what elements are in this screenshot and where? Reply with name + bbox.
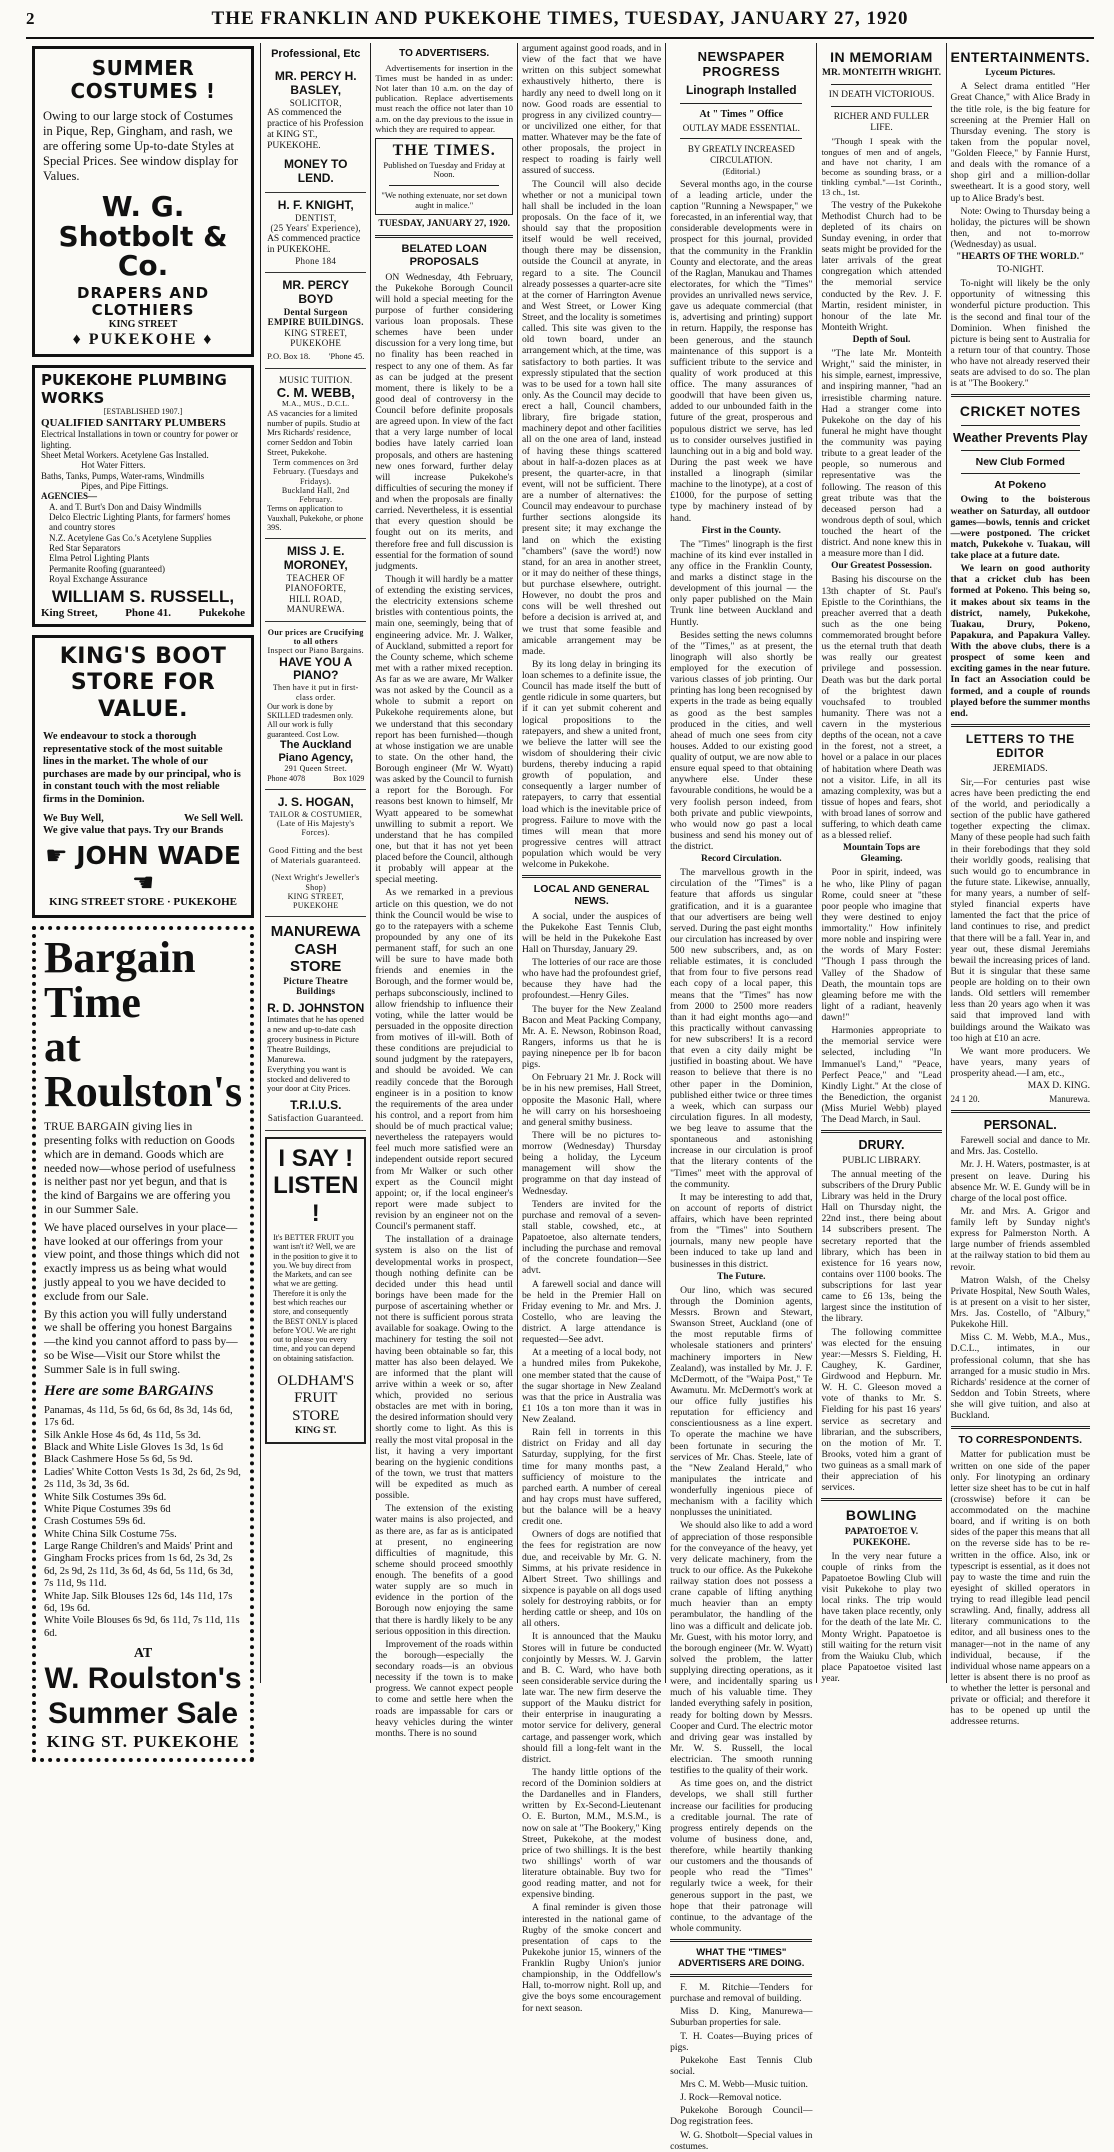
agency-item: Royal Exchange Assurance [49,574,148,585]
knight-body: AS commenced practice in PUKEKOHE. [267,233,360,255]
progress-paragraph: The marvellous growth in the circulation of the "Times" is a feature that affords us singular gratification, and it is a guarantee that our advertisers are being well served. During the past eight months our circulation has increased by over 500 new subscribers, and, as on reliable estimates, it is concluded that from four to five persons read each copy of a local paper, this means that the "Times" has now from 2000 to 2500 more readers than it had eight months ago—and this practically without canvassing for new subscribers! It is a record that even a city daily might be justified in boasting about. We have reason to believe that there is no other paper in the Dominion, published either twice or three times a week, which can surpass our circulation figures. In all modesty, we beg leave to assume that the spontaneous and astonishing increase in our circulation is proof that the literary contents of the "Times" meet with the approval of the community. [670,867,813,1190]
music-terms: Terms on application to Vauxhall, Pukekohe, or phone 39S. [267,504,364,532]
hogan-body: Good Fitting and the best of Materials guaranteed. [268,844,363,865]
drury-paragraph: The following committee was elected for the ensuing year:—Messrs S. Fielding, H. Caughey, K. Gardiner, Girdwood and Hepburn. Mr. W. H. C. Gleeson moved a vote of thanks to Mr. S. Fielding for his past 16 years' service as secretary and librarian, and the subscribers, on the motion of Mr. T. Brooks, voted him a grant of two guineas as a small mark of their appreciation of his services. [821,1326,942,1494]
bargain-item: White China Silk Costume 75s. [44,1528,177,1540]
oldham-title: OLDHAM'S FRUIT STORE [277,1372,355,1424]
plumbing-owner: WILLIAM S. RUSSELL, [51,587,235,607]
news-item: A social, under the auspices of the Pukekohe East Tennis Club, will be held in the Pukekohe East Hall on Thursday, January 29. [521,910,662,955]
music-hall: Buckland Hall, 2nd February. [281,485,350,505]
advertiser-item: Pukekohe Borough Council—Dog registration fees. [670,2105,813,2128]
times-motto: "We nothing extenuate, nor set down aught in malice." [381,190,507,211]
bargain-item: White Voile Blouses 6s 9d, 6s 11d, 7s 11d, 11s 6d. [44,1615,240,1639]
advertisers-heading: TO ADVERTISERS. [399,48,490,59]
bargain-item: White Pique Costumes 39s 6d [44,1503,171,1515]
personal-item: Matron Walsh, of the Chelsy Private Hospital, New South Wales, is at present on a visit to her sister, Mrs. Jas. Costello, of "Albury," Pukekohe Hill. [950,1274,1090,1331]
progress-paragraph: We should also like to add a word of appreciation of those responsible for the conveyance of the heavy, yet very delicate machinery, from the truck to our office. As the Pukekohe railway station does not possess a crane capable of lifting anything much heavier than an empty perambulator, the handling of the lino was a difficult and delicate job. Mr. Guest, with his motor lorry, and the borough engineer (Mr. W. Wyatt) solved the problem, the latter supplying directing operations, as it were, and incidentally sparing us much of his valuable time. They landed everything safely in position, ready for bolting down by Messrs. Cooper and Curd. The electric motor and driving gear was installed by Mr. W. S. Russell, the local electrician. The smooth running testifies to the quality of their work. [670,1520,813,1777]
hogan-card [265,790,366,917]
article-paragraph: As we remarked in a previous article on this question, we do not think the Council would be wise to go to the ratepayers with a scheme propounded by any one of its permanent staff, for such an one will be sure to have made both friends and enemies in the Borough, and the former would be, perhaps subconsciously, inclined to allow friendship to influence their voting, while the latter would be persuaded in the opposite direction from motives of ill-will. Both of these conditions are prejudicial to sound judgment by the ratepayers, and should be avoided. We can readily concede that the Borough engineer is in a position to know the requirements of the area under his control, and a report from him should be of much practical value; nevertheless the ratepayers would feel much more satisfied were an independent outside report secured from Mr Walker or such other expert as the Council might appoint; or, if the local engineer's report were made subject to revision by an engineer not on the Council's permanent staff. [375,887,513,1233]
shotbolt-ad [32,46,254,357]
boot-address: KING STREET STORE · PUKEKOHE [49,895,237,908]
progress-head3: At " Times " Office [699,109,784,121]
professional-header: Professional, Etc [271,48,361,60]
basley-role: SOLICITOR, [289,97,342,108]
newspaper-title: THE FRANKLIN AND PUKEKOHE TIMES, TUESDAY, JANUARY 27, 1920 [211,8,909,29]
progress-paragraph: Besides setting the news columns of the "Times," as at present, the linograph will also shortly be employed for the execution of various classes of job printing. Our printing has long been recognised by experts in the trade as being equally as good as the best samples produced in the cities, and well ahead of much one sees from city houses. Added to our existing good quality of output, we are now able to ensure equal speed to that obtaining anywhere else. Under these favourable conditions, he would be a very foolish person indeed, from both private and public viewpoints, who would now go past a local business and send his money out of the district. [670,629,813,853]
music-card [265,369,366,540]
progress-column [666,43,817,2152]
fruit-ad [265,1137,366,1445]
advertiser-item: F. M. Ritchie—Tenders for purchase and removal of building. [670,1982,813,2005]
basley-body: AS commenced the practice of his Profession at KING ST., PUKEKOHE. [267,108,364,152]
news-item: A final reminder is given those interested in the national game of Rugby of the smoke concert and presentation of caps to the Pukekohe junior 15, winners of the Franklin Rugby Union's junior championship, in the Oddfellow's Hall, to-morrow night. Roll up, and give the boys some encouragement for next season. [521,1902,662,2014]
roulston-at: AT [133,1646,153,1661]
hearts-sub: TO-NIGHT. [996,265,1044,276]
diamond-icon: ♦ [72,330,89,348]
bargain-item: Large Range Children's and Maids' Print and Gingham Frocks prices from 1s 6d, 2s 3d, 2s 6d, 2s 9d, 2s 11d, 3s 6d, 4s 6d, 5s 11d, 6s 3d, 7s 11d, 9s 11d. [44,1541,234,1590]
progress-paragraph: As time goes on, and the district develops, we shall still further increase our facilities for producing a creditable journal. The rate of progress entirely depends on the volume of business done, and, therefore, while heartily thanking our customers and the thousands of people who read the "Times" regularly twice a week, for their generous support in the past, we hope that their patronage will continue, to the advantage of the whole community. [670,1778,813,1934]
advertisers-body: Advertisements for insertion in the Times must be handed in as under: Not later than 10 a.m. on the day of publication. Replace advertisements must reach the office not later than 10 a.m. on the day previous to the issue in which they are required to appear. [375,62,513,134]
say-body: It's BETTER FRUIT you want isn't it? Well, we are in the position to give it to you. We buy direct from the Markets, and can see what we are getting. Therefore it is only the best which reaches our store, and consequently the BEST ONLY is placed before YOU. We are right out to please you every time, and you can depend on obtaining satisfaction. [273,1233,358,1363]
news-item: Owners of dogs are notified that the fees for registration are now due, and receivable by Mr. G. N. Simms, at his private residence in Albert Street. Two shillings and sixpence is payable on all dogs used solely for destroying rabbits, or for herding cattle or sheep, and 10s on all others. [521,1529,662,1630]
music-name: C. M. WEBB, [276,384,355,400]
bowling-heading: BOWLING [845,1507,918,1524]
knight-role: DENTIST, [294,212,337,223]
article-paragraph: The extension of the existing water mains is also projected, and as there are, as far as is anticipated at present, no engineering difficulties of magnitude, this scheme should proceed smoothly enough. The benefits of a good water supply are so much in evidence in the portion of the Borough now enjoying the same that there is hardly likely to be any serious opposition in this direction. [375,1503,513,1637]
boyd-building: EMPIRE BUILDINGS. [267,317,364,328]
progress-paragraph: It may be interesting to add that, on account of reports of district affairs, which have been reprinted from the "Times" into Southern journals, many new people have been induced to take up land and businesses in this district. [670,1191,813,1270]
plumbing-lines [41,429,245,584]
shotbolt-title: SUMMER COSTUMES ! [70,56,216,104]
boot-sell: We Sell Well. [184,812,244,824]
shotbolt-town: PUKEKOHE [88,330,198,348]
memoriam-paragraph: "The late Mr. Monteith Wright," said the minister, in his simple, earnest, impressive, and inspiring manner, "had an irresistible charming nature. Had a stranger come into Pukekohe on the day of his funeral he might have thought the community was paying tribute to a great leader of the people, so numerous and representative was the following. The reason of this great tribute was that the deceased person had a wondrous depth of soul, which touched the heart of the district. And none knew this in a measure more than I did. [821,348,942,560]
personal-item: Farewell social and dance to Mr. and Mrs. Jas. Costello. [950,1135,1090,1158]
boyd-card [265,273,366,368]
cash-title: MANUREWA CASH STORE [270,923,361,976]
news-item: At a meeting of a local body, not a hundred miles from Pukekohe, one member stated that the cause of the sugar shortage in New Zealand was that the price in Australia was £1 10s a ton more than it was in New Zealand. [521,1347,662,1426]
oldham-street: KING ST. [295,1425,337,1436]
moroney-role: TEACHER OF PIANOFORTE, [285,572,347,594]
boot-owner: JOHN WADE [76,841,241,871]
piano-ad [265,622,366,790]
agency-item: Red Star Separators [49,543,121,554]
shotbolt-street: KING STREET [108,319,178,331]
hand-pointer-icon: ☚ [131,867,155,897]
music-heading: MUSIC TUITION. [278,374,353,385]
news-column [518,43,666,2014]
plumbing-street: King Street, [41,607,98,620]
roulston-location: KING ST. PUKEKOHE [46,1731,240,1751]
letter-paragraph: We want more producers. We have years, many years of prosperity ahead.—I am, etc., [950,1045,1090,1080]
entertainments-heading: ENTERTAINMENTS. [950,49,1090,65]
ads-column [26,43,261,1751]
times-box [375,138,513,215]
advertiser-item: T. H. Coates—Buying prices of pigs. [670,2030,813,2053]
news-item: On February 21 Mr. J. Rock will be in his new premises, Hall Street, opposite the Masonic Hall, where he will carry on his horseshoeing and general smithy business. [521,1072,662,1128]
plumbing-tagline: QUALIFIED SANITARY PLUMBERS [41,416,226,429]
local-news-heading: LOCAL AND GENERAL NEWS. [533,883,650,908]
advertiser-item: Miss D. King, Manurewa—Suburban properties for sale. [670,2006,813,2029]
cricket-sub3: At Pokeno [994,479,1047,492]
news-item: It is announced that the Mauku Stores will in future be conducted conjointly by Messrs. W. J. Garvin and B. C. Ward, who have both seen considerable service during the late war. The new firm deserve the support of the Mauku district for their enterprise in inaugurating a motor service for delivery, general cartage, and passenger work, which should fill a long-felt want in the district. [521,1631,662,1765]
memoriam-paragraph: The vestry of the Pukekohe Methodist Church had to be depleted of its chairs on Sunday evening, in order that seats might be provided for the later arrivals of the great congregation which attended the memorial service conducted by the Rev. J. F. Martin, resident minister, in honour of the late Mr. Monteith Wright. [821,199,942,333]
personal-item: Mr. J. H. Waters, postmaster, is at present on leave. During his absence Mr. W. E. Gundy will be in charge of the local post office. [950,1159,1090,1204]
times-publication: Published on Tuesday and Friday at Noon. [383,159,505,180]
bargain-item: White Jap. Silk Blouses 12s 6d, 14s 11d, 17s 6d, 19s 6d. [44,1590,233,1614]
memoriam-paragraph: Poor in spirit, indeed, was he who, like Pliny of pagan Rome, could sneer at "these poor people who imagine that they were destined to enjoy immortality." How infinitely more noble and inspiring were the words of Mary Foster: "Though I pass through the Valley of the Shadow of Death, the mountain tops are gleaming before me with the light of a radiant, heavenly dawn!" [821,867,942,1024]
roulston-para3: By this action you will fully understand we shall be offering you honest Bargains—the kind you cannot afford to pass by—so be Wise—Visit our Store whilst the Summer Sale is in full swing. [44,1308,238,1376]
piano-head: HAVE YOU A PIANO? [279,654,353,683]
progress-editorial: (Editorial.) [722,165,761,176]
memoriam-column [817,43,946,1683]
plumbing-line: Sheet Metal Workers. Acetylene Gas Installed. [41,449,209,460]
hogan-next: (Next Wright's Jeweller's Shop) [271,873,360,892]
progress-paragraph: The "Times" linograph is the first machine of its kind ever installed in any office in the Franklin County, and marks a distinct stage in the development of this journal — the only paper published on the Main Trunk line between Auckland and Huntly. [670,538,813,628]
bargain-item: Ladies' White Cotton Vests 1s 3d, 2s 6d, 2s 9d, 2s 11d, 3s 3d, 3s 6d. [44,1466,241,1491]
piano-line2: Inspect our Piano Bargains. [267,646,364,656]
bowling-sub: PAPATOETOE V. PUKEKOHE. [844,1526,919,1548]
cash-sat: Satisfaction Guaranteed. [267,1113,364,1124]
boot-body: We endeavour to stock a thorough representative stock of the most suitable lines in the market. The whole of our purchases are made by our principal, who is in constant touch with the most reliable firms in the Dominion. [43,731,241,806]
bargain-item: Black and White Lisle Gloves 1s 3d, 1s 6d [44,1442,224,1453]
memoriam-sub2: RICHER AND FULLER LIFE. [833,112,930,134]
hand-pointer-icon: ☛ [45,841,77,871]
progress-paragraph: Our lino, which was secured through the Dominion agents, Messrs. Brown and Stewart, Swanson Street, Auckland (one of the most reputable firms of wholesale stationers and printers' machinery importers in New Zealand), was installed by Mr. J. F. McDermott, of the "Waipa Post," Te Awamutu. Mr. McDermott's work at our office fully justifies his reputation for efficiency and conscientiousness as a line expert. To operate the machine we have been fortunate in securing the services of Mr. Chas. Steele, late of the "New Zealand Herald," who manipulates the intricate and wonderfully ingenious piece of mechanism with a facility which nonplusses the uninitiated. [670,1284,813,1519]
lyceum-heading: Lyceum Pictures. [985,68,1056,79]
agency-item: Elma Petrol Lighting Plants [49,553,150,564]
cash-body2: Everything you want is stocked and delivered to your door at City Prices. [267,1063,351,1094]
news-item: The lotteries of our race are those who have had the profoundest grief, because they have had the profoundest.—Henry Giles. [521,957,662,1002]
advertisers-doing-heading: WHAT THE "TIMES" ADVERTISERS ARE DOING. [678,1947,805,1970]
agencies-label: AGENCIES— [41,491,98,502]
article-paragraph: argument against good roads, and in view of the fact that we have written on this subject somewhat exhaustively hitherto, there is hardly any need to dwell long on it now. Good roads are essential to progress in any civilized country—or uncivilized one either, for that matter. Whatever may be the fate of other proposals, the project in respect to roading is fairly well assured of success. [521,43,662,177]
advertiser-item: J. Rock—Removal notice. [680,2092,782,2104]
letter-signature: MAX D. KING. [1027,1081,1090,1092]
article-paragraph: The Council will also decide whether or not a municipal town hall shall be included in the loan proposals. On the face of it, we should say that the proposition itself would be well received, though there may be dissension, outside the Council at anyrate, in regard to a site. The Council already possesses a quarter-acre site at the corner of Harrington Avenue and West Street, or Lower King Street, and the locality is sometimes called. This site was given to the old town board, under an arrangement which, at the time, was satisfactory to both parties. It was expressly stipulated that the section was to be used for a town hall site only. As the Council may decide to erect a hall, Council chambers, library, fire brigade station, machinery depot and other facilities all on the one area of land, instead of having these things scattered about in half-a-dozen places as at present, the quarter-acre, in that event, will not be sufficient. There are a number of alternatives: the Council may endeavour to purchase further sections alongside its present site; it may exchange the land on which the existing "chambers" (save the word!) now stand, for an area in another street, or it may do neither of these things, but purchase elsewhere, outright. However, no doubt the pros and cons will be well threshed out before a decision is arrived at, and we trust that some feasible and amicable arrangement may be made. [521,178,662,657]
knight-phone: Phone 184 [295,255,337,266]
plumbing-line: Pipes, and Pipe Fittings. [81,480,169,491]
knight-card [265,193,366,273]
cash-trius: T.R.I.U.S. [290,1098,342,1113]
hearts-heading: "HEARTS OF THE WORLD." [956,252,1085,263]
dateline: TUESDAY, JANUARY 27, 1920. [378,219,510,229]
article-paragraph: The installation of a drainage system is also on the list of developmental works in prospect, though nothing definite can be decided under this head until borings have been made for the purpose of ascertaining whether or not there is sufficient porous strata available for soakage. Owing to the machinery for testing the soil not having been obtainable so far, this matter has also been delayed. We are informed that the plant will arrive within a week or so, after which, provided no serious obstacles are met with in boring, the desired information should very shortly come to light. As this is really the most vital proposal in the list, it having a very important bearing on the hygienic conditions of the town, we trust that matters will be expedited as much as possible. [375,1234,513,1502]
personal-item: Miss C. M. Webb, M.A., Mus., D.C.L., intimates, in our professional column, that she has arranged for a music studio in Mrs. Richards' residence at the corner of Seddon and Tobin Streets, where she will give tuition, and also at Buckland. [950,1332,1090,1422]
shotbolt-body: Owing to our large stock of Costumes in Pique, Rep, Gingham, and rash, we are offering some Up-to-date Styles at Special Prices. See window display for Values. [43,109,239,184]
boyd-box: P.O. Box 18. [267,350,311,361]
knight-exp: (25 Years' Experience), [270,223,361,234]
basley-money: MONEY TO LEND. [283,157,348,185]
news-item: The handy little options of the record of the Dominion soldiers at the Dardanelles and in Flanders, written by Ex-Second-Lieutenant O. E. Burton, M.M., M.S.M., is now on sale at "The Bookery," King Street, Pukekohe, at the modest price of two shillings. It is the best two shillings' worth of war literature obtainable. Buy two for good reading matter, and not for expensive binding. [521,1766,662,1901]
article-paragraph: Improvement of the roads within the borough—especially the secondary roads—is an obvious necessity if the town is to make progress. We cannot expect people to come and settle here when the roads are impassable for cars or heavy vehicles during the winter months. There is no sound [375,1638,513,1739]
plumbing-established: [ESTABLISHED 1907.] [103,407,183,417]
news-item: Rain fell in torrents in this district on Friday and all day Saturday, supplying, for the first time for many months past, a sufficiency of moisture to the parched earth. A number of cereal and hay crops must have suffered, but the balance will be a heavy credit one. [521,1427,662,1528]
progress-paragraph: Several months ago, in the course of a leading article, under the caption "Running a Newspaper," we forecasted, in an inferential way, that considerable developments were in prospect for this journal, provided that the community in the Franklin County and electorate, and the areas of the Raglan, Manukau and Thames electorates, for which the "Times" provides an unrivalled news service, gave us adequate commercial (that is, advertising and printing) support in return. Happily, the response has been generous, and the staunch maintenance of this support is a sufficient tribute to the service and quality of work produced at this office. The many assurances of goodwill that have been given us, added to our unbounded faith in the future of the great, prosperous and populous district we serve, has led us to consider ourselves justified in launching out in a big and bold way. During the past week we have installed a linograph (similar machine to the linotype), at a cost of £1000, for the purpose of setting type by machinery instead of by hand. [670,178,813,524]
piano-line4: Our work is done by SKILLED tradesmen only. All our work is fully guaranteed. Cost Low. [267,701,353,739]
agency-item: N.Z. Acetylene Gas Co.'s Acetylene Supplies [49,532,212,543]
moroney-card [265,539,366,622]
music-term: Term commences on 3rd February. (Tuesdays and Fridays). [272,458,359,486]
music-quals: M.A., MUS., D.C.L. [281,399,350,409]
knight-name: H. F. KNIGHT, [277,197,354,212]
article-paragraph: ON Wednesday, 4th February, the Pukekohe Borough Council will hold a special meeting for the purpose of further considering various loan proposals. These schemes have been under discussion for a very long time, but no finality has been reached in respect to any one of them. As far as can be judged at the present moment, there is likely to be a good deal of controversy in the Council before definite proposals are agreed upon. In view of the fact that a very large number of local bodies have lately carried loan proposals, and others are hastening new ones forward, further delay will increase Pukekohe's difficulties of securing the money if and when the proposals are finally carried. Nevertheless, it is essential that every question should be fought out on its merits, and therefore free and full discussion is essential for the formation of sound judgments. [375,271,513,572]
correspondents-heading: TO CORRESPONDENTS. [958,1434,1083,1447]
bargain-item: Panamas, 4s 11d, 5s 6d, 6s 6d, 8s 3d, 14s 6d, 17s 6d. [44,1404,233,1429]
article-paragraph: Though it will hardly be a matter of extending the existing services, the electricity extensions scheme bristles with contentious points, the main one, seemingly, being that of engineering advice. Mr. J. Walker, of Auckland, submitted a report for the County scheme, which scheme met with a rather mixed reception. As far as we are aware, Mr Walker was not asked by the Council as a whole to submit a report on Pukekohe requirements alone, but we understand that this secondary report has been furnished—though at whose instigation we are unable to state. On the other hand, the Borough engineer (Mr W. Wyatt) was asked by the Council to furnish a report for the Borough. For reasons best known to himself, Mr Wyatt appeared to be somewhat unwilling to submit a report. We understand that he has compiled one, but that it has not yet been placed before the Council, although it probably will appear at the special meeting. [375,573,513,886]
hogan-address: KING STREET, PUKEKOHE [287,891,344,911]
correspondents-paragraph: Matter for publication must be written on one side of the paper only. For linotyping an ordinary letter size sheet has to be cut in half (crosswise) before it can be accommodated on the machine board, and if writing is on both sides of the paper this means that all on the reverse side has to be re-written in the office. Also, ink or typescript is essential, as it does not pay to waste the time and ruin the eyesight of skilled operators in trying to read illegible lead pencil scrawling. And, finally, address all literary communications to the editor, and all business ones to the manager—not in the name of any individual, because, if the individual whose name appears on a letter is absent there is no proof as to whether the letter is personal and private or official; and therefore it has to be opened up until the addressee returns. [950,1449,1090,1728]
cricket-paragraph: Owing to the boisterous weather on Saturday, all outdoor games—bowls, tennis and cricket—were postponed. The cricket match, Pukekohe v. Tuakau, will take place at a future date. [950,494,1090,562]
progress-sub2: Record Circulation. [701,854,782,865]
cricket-sub: Weather Prevents Play [952,430,1088,445]
progress-sub3: The Future. [717,1271,766,1282]
drury-sub: PUBLIC LIBRARY. [842,1155,921,1166]
bargain-list [44,1405,242,1640]
boyd-phone: 'Phone 45. [328,350,365,361]
drury-paragraph: The annual meeting of the subscribers of the Drury Public Library was held in the Drury Hall on Thursday night, the 22nd inst., there being about 14 subscribers present. The secretary reported that the library, which has been in existence for 16 years now, contains over 1100 books. The subscriptions for last year came to £6 13s, being the largest since the institution of the library. [821,1168,942,1325]
bargains-heading: Here are some BARGAINS [44,1383,214,1400]
personal-heading: PERSONAL. [983,1117,1057,1132]
hogan-name: J. S. HOGAN, [277,794,354,809]
bargain-item: White Silk Costumes 39s 6d. [44,1491,167,1503]
piano-phone: Phone 4078 [267,773,306,783]
roulston-para1: TRUE BARGAIN giving lies in presenting folks with reduction on Goods which are in demand. Goods which are needed now—whose period of usefulness is neither past nor yet begun, and that is the kind of Bargains we are offering you in our Summer Sale. [44,1121,236,1216]
piano-company: The Auckland Piano Agency, [278,738,354,764]
bargain-item: Silk Ankle Hose 4s 6d, 4s 11d, 5s 3d. [44,1429,201,1441]
piano-street: 291 Queen Street. [284,764,348,774]
letter-date: 24 1 20. [950,1094,980,1105]
hogan-late: (Late of His Majesty's Forces). [276,819,355,838]
boyd-name: MR. PERCY BOYD [282,278,350,307]
bowling-paragraph: In the very near future a couple of rinks from the Papatoetoe Bowling Club will visit Pukekohe to play two local rinks. The trip would have taken place recently, only for the death of the late Mr. C. Monty Wright. Papatoetoe is still waiting for the return visit from the Waiuku Club, which place Papatoetoe visited last year. [821,1550,942,1685]
letter-paragraph: Sir,—For centuries past wise acres have been predicting the end of the world, and periodically a section of the public have gathered together expecting the climax. Many of these people had such faith in their forebodings that they sold their worldly goods, realising that such would go to encumbrance in the future state. Likewise, annually, for many years, a number of self-styled financial experts have lamented the fact that the price of land continues to rise, and predict that there will be a fall. Year in, and year out, these dismal Jeremiahs bewail the increasing prices of land. But it is singular that these same people are holding on to their own lands. Old settlers will remember less than 20 years ago when it was said that improved land with buildings around the Waikato was too high at £10 an acre. [950,776,1090,1044]
page-number: 2 [26,9,35,28]
progress-heading: NEWSPAPER PROGRESS [697,49,785,80]
memoriam-name: MR. MONTEITH WRIGHT. [822,68,941,79]
roulston-para2: We have placed ourselves in your place—have looked at our offerings from your view point, and those things which did not exactly impress us as being what would justly appeal to you we have decided to exclude from our Sale. [44,1221,240,1303]
plumbing-line: Electrical Installations in town or country for power or lighting. [41,429,238,450]
boyd-role: Dental Surgeon [283,306,348,317]
memoriam-sub-possession: Our Greatest Possession. [831,561,932,572]
roulston-ad [32,926,254,1762]
hearts-paragraph: To-night will likely be the only opportunity of witnessing this wonderful picture production. This is the second and final tour of the Dominion. When finished the picture is being sent to Australia for a return tour of that country. Those who have not already reserved their seats are advised to do so. The plan is at "The Bookery." [950,278,1090,390]
hogan-role: TAILOR & COSTUMIER, [269,809,363,819]
boot-store-ad [32,635,254,918]
memoriam-sub-mountain: Mountain Tops are Gleaming. [843,843,920,865]
masthead [26,8,1094,39]
article-paragraph: By its long delay in bringing its loan schemes to a definite issue, the Council has made itself the butt of gentle ridicule in some quarters, but if it can yet submit coherent and logical propositions to the ratepayers, and shew a united front, we believe the latter will see the wisdom of shouldering their civic burdens, thereby inducing a rapid growth of population, and consequently a larger number of ratepayers, to carry that essential load which is the inevitable price of progress. Failure to move with the times will mean that more progressive centres will attract population which would be very welcome in Pukekohe. [521,658,662,871]
progress-head5: BY GREATLY INCREASED CIRCULATION. [687,144,795,165]
plumbing-line: Hot Water Fitters. [81,460,146,471]
letters-sub: JEREMIADS. [992,763,1048,774]
basley-name: MR. PERCY H. BASLEY, [274,68,357,97]
loan-article-heading: BELATED LOAN PROPOSALS [401,243,487,268]
moroney-address: HILL ROAD, MANUREWA. [286,593,345,615]
news-item: There will be no pictures to-morrow (Wednesday) Thursday being a holiday, the Lyceum management will show the programme on that day instead of Wednesday. [521,1129,662,1197]
piano-line3: Then have it put in first-class order. [272,683,359,702]
piano-line1: Our prices are Crucifying to all others [267,627,364,646]
cricket-heading: CRICKET NOTES [959,403,1081,420]
boot-closing: We give value that pays. Try our Brands [43,824,224,836]
cash-store-ad [265,917,366,1130]
memoriam-heading: IN MEMORIAM [830,49,933,65]
memoriam-quote: "Though I speak with the tongues of men and of angels, and have not charity, I am become as sounding brass, or a tinkling cymbal."—1st Corinth., 13 ch., 1st. [821,136,942,198]
agency-item: Permanite Roofing (guaranteed) [49,563,165,574]
shotbolt-name: W. G. Shotbolt & Co. [58,190,228,283]
shotbolt-trade: DRAPERS AND CLOTHIERS [77,283,210,319]
memoriam-paragraph: Harmonies appropriate to the memorial service were selected, including "In Immanuel's Land," "Peace, Perfect Peace," and "Lead Kindly Light." At the close of the Benediction, the organist (Miss Muriel Webb) played The Dead March, in Saul. [821,1025,942,1126]
entertainment-column [947,43,1094,1728]
entertainment-paragraph: Note: Owing to Thursday being a holiday, the pictures will be shown then, and not to-morrow (Wednesday) as usual. [950,205,1090,250]
cricket-paragraph: We learn on good authority that a cricket club has been formed at Pokeno. This being so, it makes about six teams in the district, namely, Pukekohe, Tuakau, Drury, Pokeno, Papakura, and Papakura Valley. With the above clubs, there is a prospect of some keen and exciting games in the near future. In fact an Association could be formed, and a couple of rounds played before the summer months end. [950,563,1090,719]
plumbing-town: Pukekohe [198,607,246,620]
boot-buy: We Buy Well, [43,812,104,824]
boot-title: KING'S BOOT STORE FOR VALUE. [59,643,227,722]
bargain-item: Crash Costumes 59s 6d. [44,1516,146,1528]
progress-sub1: First in the County. [701,525,781,536]
entertainment-paragraph: A Select drama entitled "Her Great Chance," with Alice Brady in the title role, is the big feature for screening at the Premier Hall on Thursday evening. The story is taken from the popular novel, "Golden Fleece," by Fannie Hurst, and deals with the romance of a shop girl and a million-dollar sweetheart. It is a good story, well up to Alice Brady's best. [950,81,1090,204]
personal-item: Mr. and Mrs. A. Grigor and family left by Sunday night's express for Palmerston North. A large number of friends assembled at the railway station to bid them au revoir. [950,1205,1090,1273]
agency-item: A. and T. Burt's Don and Daisy Windmills [49,501,202,512]
news-item: A farewell social and dance will be held in the Premier Hall on Friday evening to Mr. and Mrs. J. Costello, who are leaving the district. A large attendance is requested—See advt. [521,1278,662,1346]
agency-item: Delco Electric Lighting Plants, for farmers' homes and country stores [49,512,231,533]
say-line2: LISTEN ! [273,1172,359,1228]
letters-heading: LETTERS TO THE EDITOR [965,731,1075,760]
advertiser-item: Pukekohe East Tennis Club social. [670,2054,813,2077]
plumbing-phone: Phone 41. [125,607,172,620]
times-title: THE TIMES. [392,142,496,160]
news-item: The buyer for the New Zealand Bacon and Meat Packing Company, Mr. A. E. Newson, Robinson Road, Rangers, informs us that he is paying ninepence per lb for bacon pigs. [521,1003,662,1071]
music-body: AS vacancies for a limited number of pupils. Studio at Mrs Richards' residence, corner Seddon and Tobin Street, Pukekohe. [267,407,360,458]
moroney-name: MISS J. E. MORONEY, [283,544,348,573]
cash-sub: Picture Theatre Buildings [283,975,349,997]
bargain-item: Black Cashmere Hose 5s 6d, 5s 9d. [44,1454,193,1466]
roulston-sale2: Summer Sale [47,1697,239,1731]
diamond-icon: ♦ [203,330,214,348]
professional-column [261,43,371,1683]
editorial-column [371,43,518,1739]
plumbing-ad [32,365,254,626]
plumbing-line: Baths, Tanks, Pumps, Water-rams, Windmills [41,470,205,481]
advertiser-item: W. G. Shotbolt—Special values in costumes. [670,2129,813,2152]
roulston-headline1: Bargain Time [44,932,196,1027]
boyd-address: KING STREET, PUKEKOHE [284,327,348,349]
advertiser-item: Mrs C. M. Webb—Music tuition. [680,2079,808,2091]
memoriam-sub-depth: Depth of Soul. [852,335,911,346]
drury-heading: DRURY. [858,1138,905,1153]
cash-body: Intimates that he has opened a new and up-to-date cash grocery business in Picture Theatre Buildings, Manurewa. [267,1014,364,1064]
progress-subheading: Linograph Installed [685,83,797,98]
cash-name: R. D. JOHNSTON [267,1000,365,1015]
news-item: Tenders are invited for the purchase and removal of a seven-stall stable, cowshed, etc., at Papatoetoe, also alternate tenders, including the purchase and removal of the concrete foundation—See advt. [521,1198,662,1277]
say-line1: I SAY ! [278,1144,354,1172]
roulston-headline2: at Roulston's [44,1022,243,1117]
memoriam-sub: IN DEATH VICTORIOUS. [828,90,935,101]
roulston-sale1: W. Roulston's [44,1662,242,1696]
plumbing-title: PUKEKOHE PLUMBING WORKS [41,371,227,407]
piano-box: Box 1029 [333,773,365,783]
basley-card [265,64,366,193]
memoriam-paragraph: Basing his discourse on the 13th chapter of St. Paul's Epistle to the Corinthians, the preacher averred that a death such as the one being commemorated brought before us the eternal truth that death was really our greatest privilege and possession. Death was but the dark portal of the brightest dawn vouchsafed to troubled humanity. There was not a cavern in the mysterious depths of the ocean, not a cave in the forest, not a street, a hovel or a palace in our places of habitation where Death was not a visitor. Life, in all its amazing complexity, was but a tissue of hopes and fears, shot with broad lanes of sorrow and suffering, to which death came as a blessed relief. [821,574,942,842]
progress-head4: OUTLAY MADE ESSENTIAL. [682,122,800,133]
cricket-sub2: New Club Formed [975,456,1065,469]
letter-place: Manurewa. [1049,1094,1090,1105]
